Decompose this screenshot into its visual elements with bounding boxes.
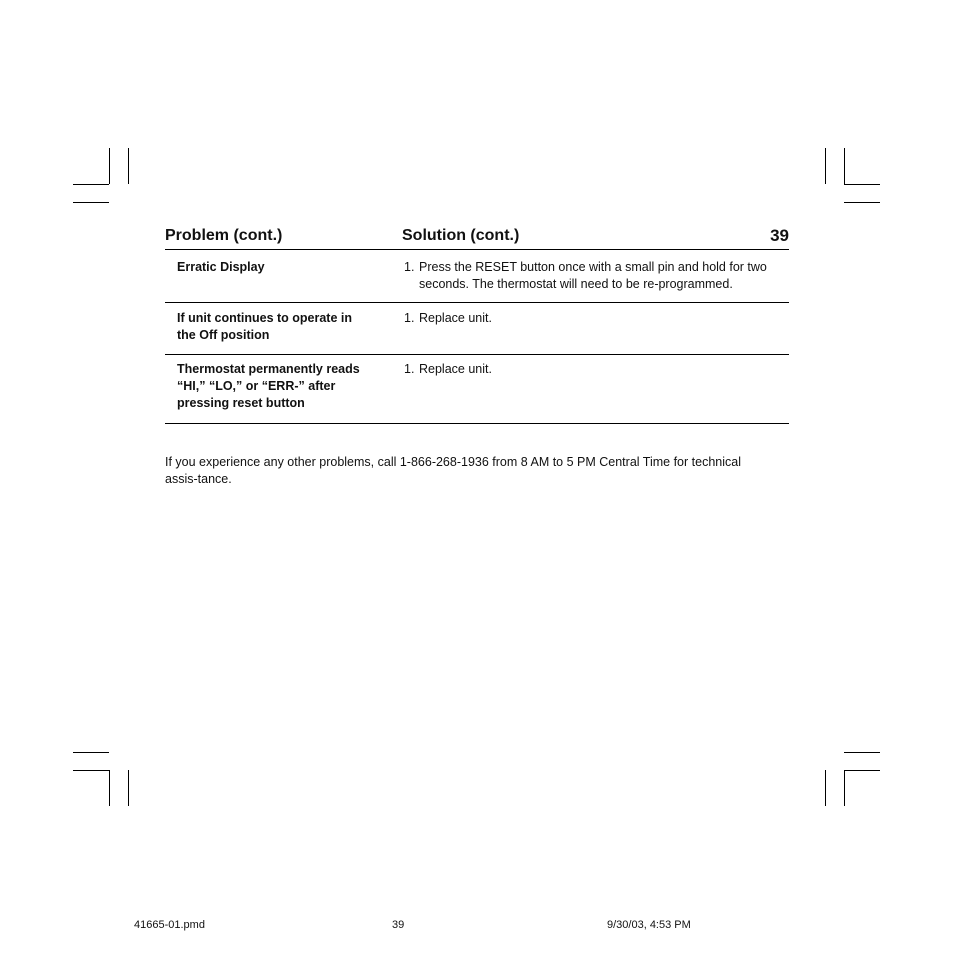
table-row: [165, 250, 789, 303]
solution-step-number: 1.: [404, 362, 415, 376]
problem-cell: If unit continues to operate in the Off position: [177, 311, 352, 342]
crop-mark: [825, 148, 826, 184]
crop-mark: [844, 770, 845, 806]
solution-cell: [404, 361, 789, 378]
footer-filename: 41665-01.pmd: [134, 919, 205, 931]
crop-mark: [109, 770, 110, 806]
solution-step-number: 1.: [404, 260, 415, 274]
crop-mark: [844, 184, 880, 185]
crop-mark: [109, 148, 110, 184]
solution-step-text: Replace unit.: [419, 362, 492, 376]
footer-page-number: 39: [392, 919, 405, 931]
footer-timestamp: 9/30/03, 4:53 PM: [607, 919, 691, 931]
crop-mark: [844, 148, 845, 184]
problem-column-header: Problem (cont.): [165, 227, 283, 244]
table-row: [165, 355, 789, 424]
crop-mark: [844, 770, 880, 771]
solution-step-number: 1.: [404, 311, 415, 325]
crop-mark: [128, 148, 129, 184]
solution-column-header: Solution (cont.): [402, 227, 520, 244]
page-number: 39: [770, 226, 789, 245]
crop-mark: [825, 770, 826, 806]
crop-mark: [844, 202, 880, 203]
problem-cell: Erratic Display: [177, 260, 265, 274]
solution-cell: [404, 259, 789, 293]
crop-mark: [73, 752, 109, 753]
problem-cell: Thermostat permanently reads “HI,” “LO,” or “ERR-” after pressing reset button: [177, 362, 360, 410]
solution-step-text: Replace unit.: [419, 311, 492, 325]
crop-mark: [73, 184, 109, 185]
table-row: [165, 303, 789, 355]
crop-mark: [73, 770, 109, 771]
solution-step-text: Press the RESET button once with a small pin and hold for two seconds. The thermostat will need to be re-programmed.: [419, 260, 767, 291]
solution-cell: [404, 310, 789, 327]
crop-mark: [844, 752, 880, 753]
row-divider: [165, 423, 789, 424]
crop-mark: [128, 770, 129, 806]
support-note: If you experience any other problems, call 1-866-268-1936 from 8 AM to 5 PM Central Time for technical assis-tance.: [165, 455, 741, 486]
crop-mark: [73, 202, 109, 203]
